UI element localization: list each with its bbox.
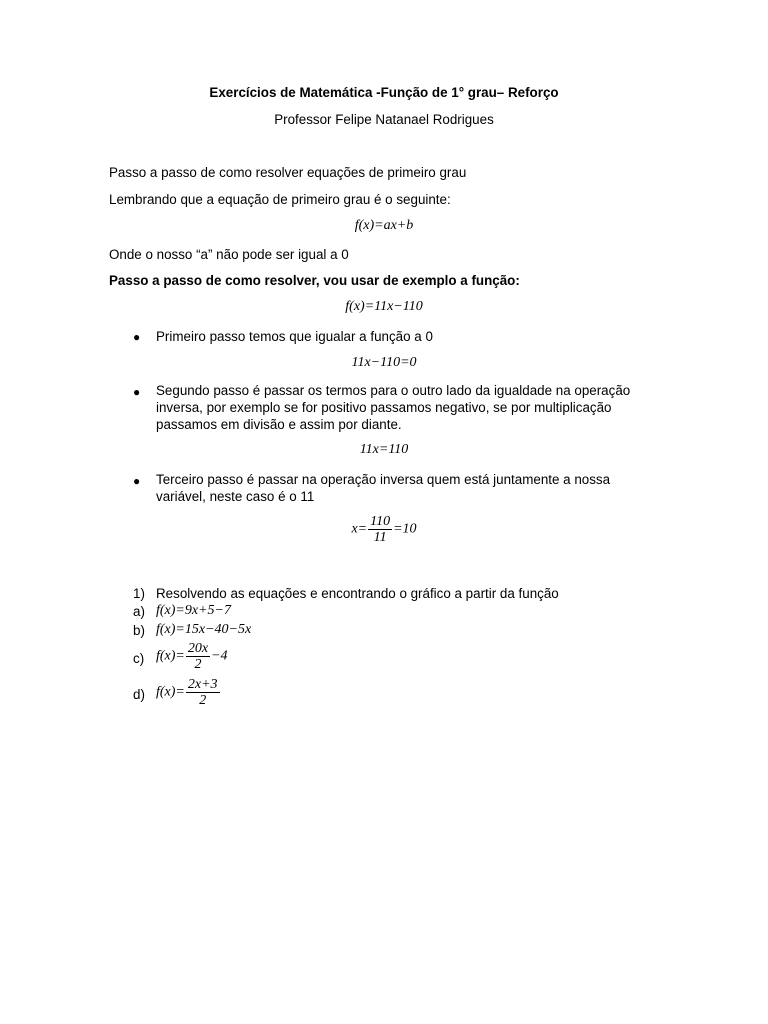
step-2-equation: 11x=110 [359, 442, 409, 457]
step-3-lhs: x= [351, 521, 368, 537]
step-3-denominator: 11 [373, 530, 387, 545]
document-author: Professor Felipe Natanael Rodrigues [274, 112, 494, 127]
item-d-denominator: 2 [199, 693, 207, 708]
exercise-number: 1) [133, 586, 145, 601]
example-equation: f(x)=11x−110 [345, 299, 423, 314]
item-b-label: b) [133, 623, 145, 638]
step-1-equation: 11x−110=0 [351, 355, 417, 370]
step-3-rhs: =10 [393, 521, 417, 537]
step-1-text: Primeiro passo temos que igualar a função a 0 [156, 329, 433, 344]
bullet-3: ● [133, 474, 141, 488]
general-equation: f(x)=ax+b [354, 218, 414, 233]
step-3-text: Terceiro passo é passar na operação inversa quem está juntamente a nossa variável, neste caso é o 11 [156, 472, 611, 504]
step-2-text: Segundo passo é passar os termos para o outro lado da igualdade na operação inversa, por exemplo se for positivo passamos negativo, se por multiplicação passamos em divisão e assim por diante. [156, 383, 631, 432]
note-paragraph: Onde o nosso “a” não pode ser igual a 0 [109, 247, 349, 262]
step-3-fraction [368, 514, 392, 545]
intro-paragraph-1: Passo a passo de como resolver equações de primeiro grau [109, 165, 467, 180]
item-c-label: c) [133, 651, 145, 666]
item-c-rhs: −4 [211, 648, 228, 664]
item-a-expression: f(x)=9x+5−7 [156, 603, 231, 618]
bullet-1: ● [133, 330, 141, 344]
item-d-numerator: 2x+3 [187, 677, 218, 692]
item-b-expression: f(x)=15x−40−5x [156, 622, 252, 637]
item-c-numerator: 20x [187, 641, 209, 656]
item-d-lhs: f(x)= [156, 684, 185, 700]
item-d-fraction [186, 677, 220, 708]
bullet-2: ● [133, 385, 141, 399]
intro-paragraph-2: Lembrando que a equação de primeiro grau é o seguinte: [109, 192, 451, 207]
step-3-equation [0, 514, 768, 545]
item-a-label: a) [133, 604, 145, 619]
item-c-lhs: f(x)= [156, 648, 185, 664]
document-title: Exercícios de Matemática -Função de 1° grau– Reforço [209, 85, 559, 100]
item-d-label: d) [133, 687, 145, 702]
step-3-numerator: 110 [370, 514, 391, 529]
example-heading: Passo a passo de como resolver, vou usar de exemplo a função: [109, 273, 520, 288]
item-c-fraction [186, 641, 210, 672]
item-c-expression [156, 641, 228, 672]
exercise-text: Resolvendo as equações e encontrando o gráfico a partir da função [156, 586, 559, 601]
item-c-denominator: 2 [194, 657, 202, 672]
item-d-expression [156, 677, 221, 708]
